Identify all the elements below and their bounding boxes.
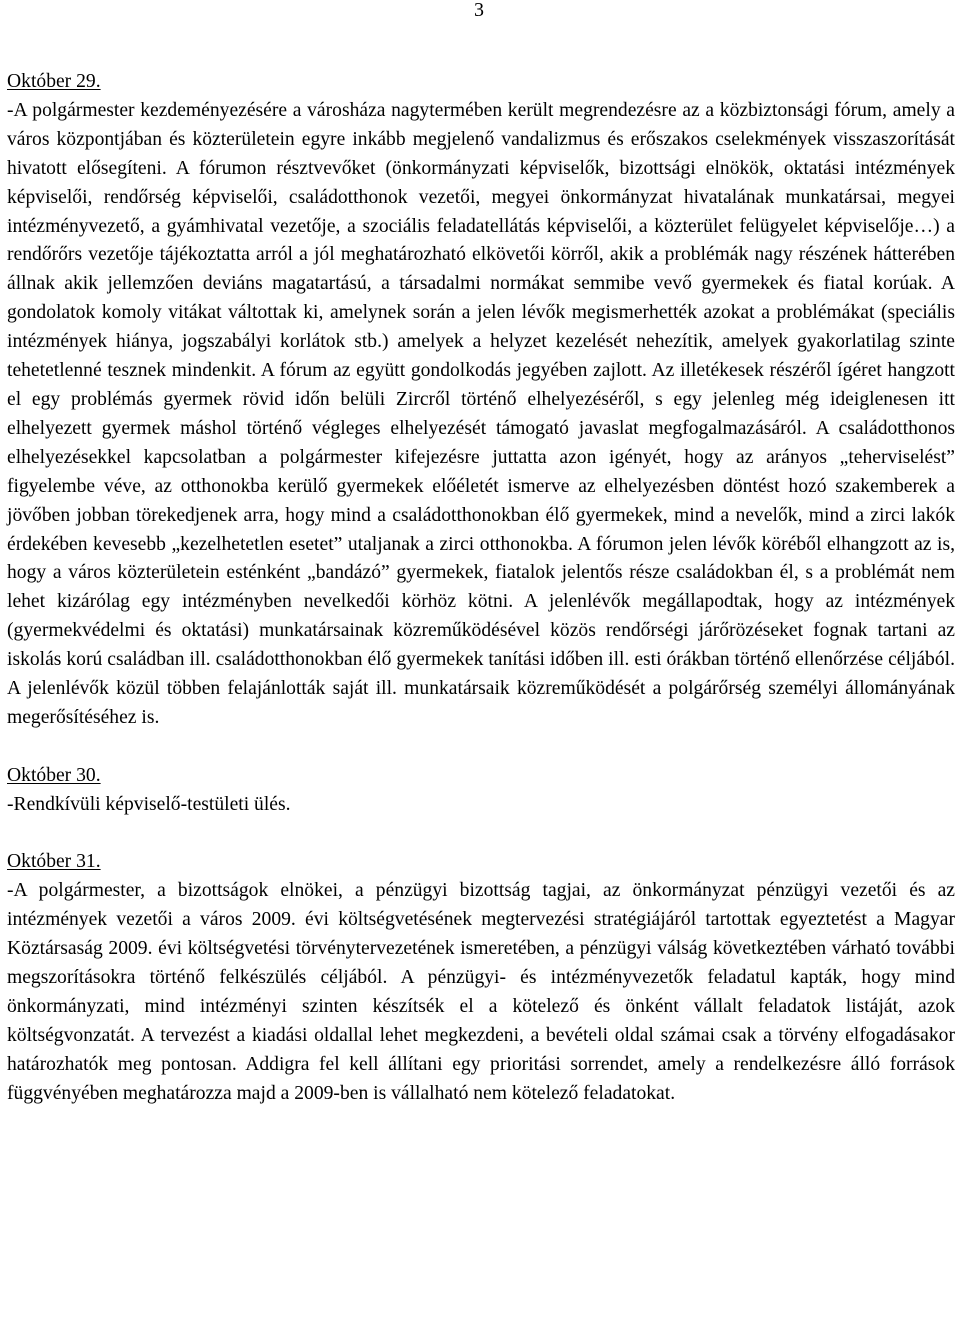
entry-date: Október 31. — [7, 851, 101, 873]
entry-october-31 — [7, 848, 955, 1108]
entry-text: -A polgármester, a bizottságok elnökei, a pénzügyi bizottság tagjai, az önkormányzat pénzügyi vezetői és az intézmények vezetői a város 2009. évi költségvetésének megtervezési stratégiájáról tartottak egyeztetést a Magyar Köztársaság 2009. évi költségvetési törvénytervezetének ismeretében, a pénzügyi válság következtében várható további megszorításokra történő felkészülés céljából. A pénzügyi- és intézményvezetők feladatul kapták, hogy mind önkormányzati, mind intézményi szinten készítsék el a kötelező és önként vállalt feladatok listáját, azok költségvonzatát. A tervezést a kiadási oldallal lehet megkezdeni, a bevételi oldal számai csak a törvény elfogadásakor határozhatók meg pontosan. Addigra fel kell állítani egy prioritási sorrendet, amely a rendelkezésre álló források függvényében meghatározza majd a 2009-ben is vállalható nem kötelező feladatokat. — [7, 880, 955, 1104]
entry-october-29 — [7, 68, 955, 733]
entry-date: Október 30. — [7, 764, 101, 786]
entry-text: -Rendkívüli képviselő-testületi ülés. — [7, 793, 291, 815]
page-number: 3 — [474, 0, 484, 21]
document-body — [7, 68, 955, 1109]
entry-text: -A polgármester kezdeményezésére a városháza nagytermében került megrendezésre az a közbiztonsági fórum, amely a város központjában és közterületein egyre inkább megjelenő vandalizmus és erőszakos cselekmények visszaszorítását hivatott elősegíteni. A fórumon résztvevőket (önkormányzati képviselők, bizottsági elnökök, oktatási intézmények képviselői, rendőrség képviselői, családotthonok vezetői, megyei önkormányzat hivatalának munkatársai, megyei intézményvezető, a gyámhivatal vezetője, a szociális feladatellátás képviselői, a közterület felügyelet képviselője…) a rendőrőrs vezetője tájékoztatta arról a jól meghatározható elkövetői körről, akik a problémák nagy részének hátterében állnak akik jellemzően deviáns magatartású, a társadalmi normákat semmibe vevő gyermekek és fiatal korúak. A gondolatok komoly vitákat váltottak ki, amelynek során a jelen lévők megismerhették azokat a problémákat (speciális intézmények hiánya, jogszabályi korlátok stb.) amelyek a helyzet kezelését nehezítik, amelyek gyakorlatilag szinte tehetetlenné tesznek mindenkit. A fórum az együtt gondolkodás jegyében zajlott. Az illetékesek részéről ígéret hangzott el egy problémás gyermek rövid időn belüli Zircről történő elhelyezéséről, s egy jelenleg még ideiglenesen itt elhelyezett gyermek máshol történő végleges elhelyezését támogató javaslat megfogalmazásáról. A családotthonos elhelyezésekkel kapcsolatban a polgármester kifejezésre juttatta azon igényét, hogy az arányos „teherviselést” figyelembe véve, az otthonokba kerülő gyermekek előéletét ismerve az elhelyezésben döntést hozó szakemberek a jövőben jobban törekedjenek arra, hogy mind a családotthonokban élő gyermekek, mind a nevelők, mind a zirci lakók érdekében kevesebb „kezelhetetlen esetet” utaljanak a zirci otthonokba. A fórumon jelen lévők köréből elhangzott az is, hogy a város közterületein esténként „bandázó” gyermekek, fiatalok jelentős része családokban él, s a problémát nem lehet kizárólag egy intézményben nevelkedői körhöz kötni. A jelenlévők megállapodtak, hogy az intézmények (gyermekvédelmi és oktatási) munkatársainak közreműködésével közös rendőrségi járőrözéseket fognak tartani az iskolás korú családban ill. családotthonokban élő gyermekek tanítási időben ill. esti órákban történő ellenőrzése céljából. A jelenlévők közül többen felajánlották saját ill. munkatársaik közreműködését a polgárőrség személyi állományának megerősítéséhez is. — [7, 99, 955, 728]
entry-date: Október 29. — [7, 71, 101, 92]
entry-october-30 — [7, 762, 955, 820]
